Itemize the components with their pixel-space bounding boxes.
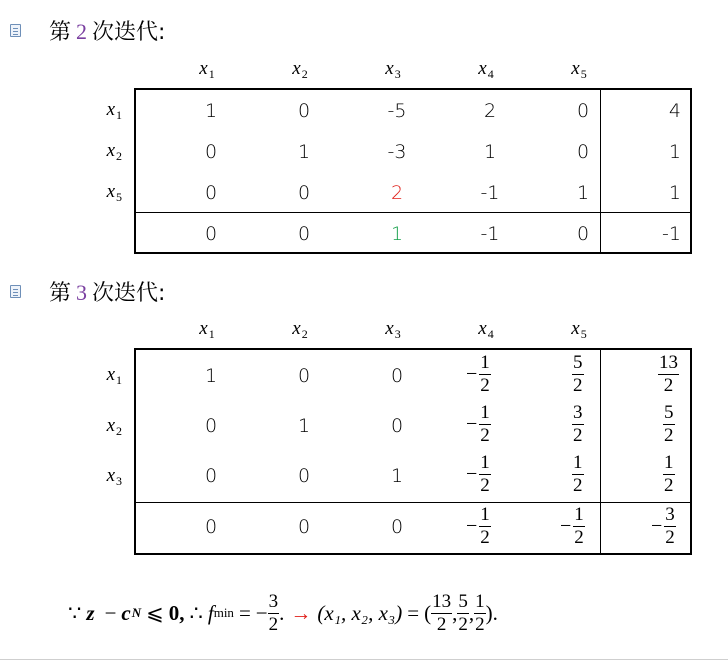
objective-divider [136, 212, 690, 213]
table-cell: 1 [204, 365, 218, 387]
table-cell: 1 [204, 100, 218, 122]
iteration-2-heading [10, 15, 165, 45]
rhs-cell: 1 [668, 141, 681, 163]
objective-fraction-cell: − $\frac{1}{2}$ [560, 504, 584, 548]
row-header-x1: $x_1$ [106, 364, 122, 387]
optimality-conclusion: ∵ z − c N ⩽ 0, ∴ f min = − $\frac{3}{2}$ . → (x₁, x₂, x₃) = ( $\frac{13}{2}$ , $\frac{5}{2}$ , $\frac{1}{2}$ ). [68, 590, 498, 635]
fraction-cell: − $\frac{1}{2}$ [466, 402, 490, 446]
table-cell: 2 [483, 100, 497, 122]
solution-x2: $\frac{5}{2}$ [458, 590, 468, 635]
rhs-fraction-cell: $\frac{5}{2}$ [664, 402, 674, 446]
table-cell: 0 [297, 182, 311, 204]
col-header-x1: $x_1$ [199, 318, 215, 341]
objective-cell: 0 [297, 516, 311, 538]
row-header-x2: $x_2$ [106, 140, 122, 163]
col-header-x4: $x_4$ [478, 58, 494, 81]
row-header-x5: $x_5$ [106, 181, 122, 204]
bottom-divider [0, 659, 728, 660]
objective-cell: 0 [204, 516, 218, 538]
rhs-cell: 1 [668, 182, 681, 204]
table-cell: -5 [387, 100, 407, 122]
objective-cell: 0 [204, 223, 218, 245]
fraction-cell: − $\frac{1}{2}$ [466, 352, 490, 396]
table-cell: -1 [480, 182, 500, 204]
rhs-fraction-cell: $\frac{1}{2}$ [664, 452, 674, 496]
simplex-tableau-iteration-2 [134, 88, 692, 254]
rhs-divider [600, 350, 601, 553]
table-cell: 0 [576, 141, 590, 163]
col-header-x2: $x_2$ [292, 58, 308, 81]
table-cell: 1 [390, 465, 404, 487]
implies-arrow: → [290, 600, 312, 625]
table-cell: 0 [204, 141, 218, 163]
solution-x3: $\frac{1}{2}$ [475, 590, 485, 635]
table-cell: 0 [204, 415, 218, 437]
objective-divider [136, 502, 690, 503]
table-cell: 0 [297, 465, 311, 487]
fraction-cell: $\frac{5}{2}$ [573, 352, 583, 396]
col-header-x5: $x_5$ [571, 318, 587, 341]
objective-rhs-fraction-cell: − $\frac{3}{2}$ [651, 504, 675, 548]
note-icon [10, 285, 21, 298]
table-cell: 1 [576, 182, 590, 204]
rhs-cell: 4 [668, 100, 681, 122]
table-cell: 0 [390, 415, 404, 437]
table-cell: 1 [483, 141, 497, 163]
solution-x1: $\frac{13}{2}$ [432, 590, 452, 635]
col-header-x1: $x_1$ [199, 58, 215, 81]
table-cell: 0 [390, 365, 404, 387]
col-header-x5: $x_5$ [571, 58, 587, 81]
row-header-x3: $x_3$ [106, 465, 122, 488]
objective-cell: -1 [480, 223, 500, 245]
objective-cell: 0 [576, 223, 590, 245]
fraction-cell: − $\frac{1}{2}$ [466, 452, 490, 496]
col-header-x3: $x_3$ [385, 58, 401, 81]
table-cell: 0 [297, 100, 311, 122]
objective-cell: 0 [297, 223, 311, 245]
iteration-3-heading [10, 276, 165, 306]
iteration-3-title: 第 3 次迭代: [49, 279, 166, 306]
objective-cell: 0 [390, 516, 404, 538]
table-cell: -3 [387, 141, 407, 163]
note-icon [10, 24, 21, 37]
col-header-x3: $x_3$ [385, 318, 401, 341]
fmin-fraction: $\frac{3}{2}$ [268, 590, 279, 635]
objective-rhs-cell: -1 [662, 223, 681, 245]
iteration-2-title: 第 2 次迭代: [49, 18, 166, 45]
table-cell: 1 [297, 141, 311, 163]
fraction-cell: $\frac{1}{2}$ [573, 452, 583, 496]
row-header-x1: $x_1$ [106, 99, 122, 122]
pivot-cell: 2 [390, 182, 404, 204]
simplex-tableau-iteration-3 [134, 348, 692, 555]
col-header-x2: $x_2$ [292, 318, 308, 341]
table-cell: 0 [297, 365, 311, 387]
table-cell: 0 [576, 100, 590, 122]
entering-variable-cell: 1 [390, 223, 404, 245]
col-header-x4: $x_4$ [478, 318, 494, 341]
rhs-fraction-cell: $\frac{13}{2}$ [659, 352, 678, 396]
table-cell: 1 [297, 415, 311, 437]
row-header-x2: $x_2$ [106, 415, 122, 438]
table-cell: 0 [204, 465, 218, 487]
objective-fraction-cell: − $\frac{1}{2}$ [466, 504, 490, 548]
table-cell: 0 [204, 182, 218, 204]
fraction-cell: $\frac{3}{2}$ [573, 402, 583, 446]
